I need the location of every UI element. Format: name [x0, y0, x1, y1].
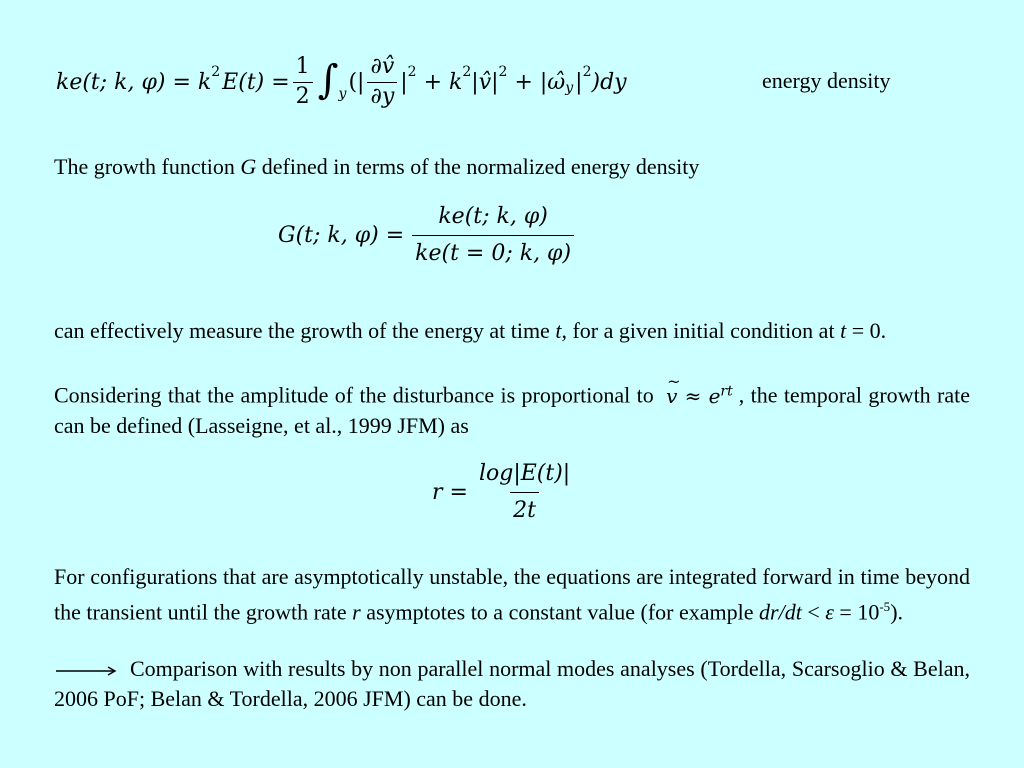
- p4-r: r: [352, 599, 361, 625]
- eq1-tail: )dy: [591, 69, 627, 95]
- p3-a: Considering that the amplitude of the disturbance is proportional to: [54, 382, 654, 408]
- p3-inline-v: ~ v: [666, 381, 677, 411]
- eq1-v-exp: 2: [498, 64, 508, 80]
- eq1-omega-exp: 2: [582, 64, 592, 80]
- p2-t: t: [555, 318, 562, 343]
- p1-before: The growth function: [54, 154, 241, 179]
- measure-growth-paragraph: [54, 316, 970, 346]
- eq3-num: log|E(t)|: [478, 461, 571, 486]
- eq3-den: 2t: [510, 492, 539, 523]
- eq1-d-den: ∂y: [367, 82, 397, 109]
- eq1-k-exp: 2: [462, 64, 472, 80]
- p2-t0-t: t: [840, 318, 847, 343]
- eq1-d-num: ∂v̂: [370, 54, 395, 80]
- p2-a: can effectively measure the growth of the energy at time: [54, 318, 556, 343]
- p4-exp: -5: [879, 599, 891, 614]
- eq1-v-hat-abs: |v̂|: [471, 69, 499, 95]
- eq1-int-sub: y: [338, 86, 347, 102]
- integral-sign: ∫: [317, 57, 339, 103]
- eq2-num: ke(t; k, φ): [438, 204, 548, 229]
- p4-drdt: dr/dt: [759, 599, 802, 625]
- p3-inline-rel: ≈ e: [677, 383, 721, 408]
- energy-density-label: energy density: [762, 68, 891, 93]
- p4-a: For configurations that are asymptotically unstable, the equations are integrated forward in time beyond the transient until the growth rate: [54, 564, 976, 625]
- p3-b: , the temporal growth rate can be defined (Lasseigne, et al., 1999 JFM) as: [54, 382, 971, 438]
- eq1-lhs-exp: 2: [211, 64, 221, 80]
- eq1-omega-close: |: [575, 69, 583, 95]
- p4-eps: ε: [825, 599, 834, 625]
- growth-function-intro: [54, 152, 970, 182]
- eq1-half-num: 1: [295, 54, 310, 80]
- eq1-abs-close: |: [400, 69, 408, 95]
- eq2-den: ke(t = 0; k, φ): [412, 235, 574, 266]
- comparison-paragraph: [54, 654, 970, 714]
- eq1-open: (|: [348, 69, 365, 95]
- eq3-lhs: r =: [432, 480, 468, 506]
- energy-density-equation: [56, 44, 627, 120]
- eq1-derivative: [367, 55, 397, 108]
- eq1-half-den: 2: [293, 82, 313, 109]
- eq1-lhs: ke(t; k, φ) = k: [56, 69, 212, 95]
- eq1-exp2: 2: [407, 64, 417, 80]
- p3-inline-exp: rt: [720, 383, 733, 399]
- amplitude-paragraph: [54, 376, 970, 441]
- p5-text: Comparison with results by non parallel normal modes analyses (Tordella, Scarsoglio & Belan, 2006 PoF; Belan & Tordella, 2006 JFM) can be done.: [54, 656, 970, 711]
- eq2-lhs: G(t; k, φ) =: [278, 223, 405, 249]
- p4-c: <: [801, 599, 826, 625]
- eq2-fraction: [412, 205, 574, 266]
- p4-b: asymptotes to a constant value (for example: [360, 599, 760, 625]
- p1-G: G: [240, 154, 257, 179]
- growth-function-equation: [278, 205, 577, 266]
- eq1-omega-sub: y: [565, 80, 574, 96]
- growth-rate-equation: [432, 462, 576, 523]
- p4-e: ).: [890, 599, 904, 625]
- asymptotic-paragraph: [54, 562, 976, 627]
- eq1-half-fraction: [293, 55, 313, 108]
- eq3-fraction: [476, 462, 573, 523]
- eq1-plus-term: + k: [416, 69, 463, 95]
- p2-b: , for a given initial condition at: [561, 318, 841, 343]
- right-arrow-icon: [54, 665, 118, 677]
- p4-d: = 10: [833, 599, 880, 625]
- eq1-lhs2: E(t) =: [222, 69, 290, 95]
- p2-t0: = 0.: [846, 318, 887, 343]
- inline-proportionality: [666, 384, 733, 408]
- p1-after: defined in terms of the normalized energy density: [256, 154, 700, 179]
- eq1-omega-term: + |ω̂: [507, 69, 566, 95]
